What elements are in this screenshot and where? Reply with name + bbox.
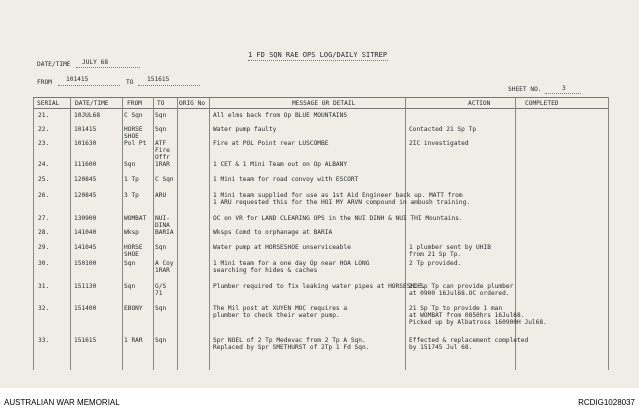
row-message-line: 1 Mini team for road convoy with ESCORT [213, 176, 359, 183]
row-action-line: at WOMBAT from 0850hrs 16Jul68. [409, 312, 525, 319]
row-datetime: 10JUL68 [74, 112, 101, 119]
row-serial: 30. [38, 260, 50, 267]
log-title: 1 FD SQN RAE OPS LOG/DAILY SITREP [248, 51, 388, 59]
row-message-line: searching for hides & caches [213, 267, 318, 274]
row-action-line: 1 plumber sent by UHIB [409, 244, 491, 251]
footer-record-id: RCDIG1028037 [578, 398, 635, 407]
row-serial: 33. [38, 337, 50, 344]
table-column-rule [515, 97, 516, 370]
row-action-line: Picked up by Albatross 160900H Jul68. [409, 319, 547, 326]
title-underline [248, 60, 388, 61]
row-action-line: by 151745 Jul 68. [409, 344, 473, 351]
row-serial: 24. [38, 161, 50, 168]
row-action-line: 21 Sp Tp to provide 1 man [409, 305, 503, 312]
row-datetime: 111600 [74, 161, 97, 168]
row-message-line: Water pump at HORSESHOE unserviceable [213, 244, 351, 251]
row-datetime: 150100 [74, 260, 97, 267]
row-from: Sqn [124, 260, 136, 267]
row-message-line: 1 Mini team supplied for use as 1st Aid Engineer back up. MATT from [213, 192, 463, 199]
row-to: Sqn [155, 305, 167, 312]
row-to: Sqn [155, 126, 167, 133]
row-to: ATF Fire Offr 1RAR [155, 140, 170, 168]
row-serial: 32. [38, 305, 50, 312]
row-to: G/S 71 [155, 283, 167, 297]
row-to: Sqn [155, 337, 167, 344]
row-from: HORSE SHOE [124, 126, 143, 140]
row-to: A Coy 1RAR [155, 260, 174, 274]
table-column-rule [209, 97, 210, 370]
sheet-dotted-line [545, 93, 581, 94]
row-serial: 23. [38, 140, 50, 147]
row-to: ARU [155, 192, 167, 199]
row-to: Sqn [155, 244, 167, 251]
row-message-line: 1 CET & 1 Mini Team out on Op ALBANY [213, 161, 348, 168]
col-header-to: TO [157, 100, 165, 107]
row-serial: 28. [38, 229, 50, 236]
row-action-line: 2 Tp provided. [409, 260, 462, 267]
table-column-rule [122, 97, 123, 370]
row-action-line: 2IC investigated [409, 140, 469, 147]
table-column-rule [33, 97, 34, 370]
row-message-line: OC on VR for LAND CLEARING OPS in the NUI DINH & NUI THI Mountains. [213, 215, 463, 222]
row-datetime: 141045 [74, 244, 97, 251]
table-column-rule [153, 97, 154, 370]
row-to: NUI-DINA [155, 215, 170, 229]
row-datetime: 101415 [74, 126, 97, 133]
date-dotted-line [76, 67, 140, 68]
row-message-line: 1 ARU requested this for the HOI MY ARVN compound in ambush training. [213, 199, 471, 206]
footer-source: AUSTRALIAN WAR MEMORIAL [4, 398, 120, 407]
to-dotted-line [138, 85, 200, 86]
row-datetime: 141040 [74, 229, 97, 236]
col-header-from: FROM [127, 100, 142, 107]
row-from: 1 RAR [124, 337, 143, 344]
row-serial: 31. [38, 283, 50, 290]
from-dotted-line [58, 85, 120, 86]
row-action-line: at 0900 16Jul68.OC ordered. [409, 290, 510, 297]
row-message-line: 1 Mini team for a one day Op near HOA LONG [213, 260, 370, 267]
date-label: DATE/TIME [37, 61, 71, 68]
row-action-line: from 21 Sp Tp. [409, 251, 462, 258]
col-header-action: ACTION [468, 100, 491, 107]
table-top-rule [33, 97, 608, 98]
col-header-datetime: DATE/TIME [75, 100, 109, 107]
row-from: Sqn [124, 283, 136, 290]
row-serial: 29. [38, 244, 50, 251]
row-message-line: Replaced by Spr SMETHURST of 2Tp 1 Fd Sqn. [213, 344, 370, 351]
row-serial: 27. [38, 215, 50, 222]
table-column-rule [177, 97, 178, 370]
row-serial: 21. [38, 112, 50, 119]
sheet-label: SHEET NO. [508, 86, 542, 93]
row-from: WOMBAT [124, 215, 147, 222]
row-message-line: The Mil post at XUYEN MOC requires a [213, 305, 348, 312]
row-action-line: Effected & replacement completed [409, 337, 529, 344]
row-serial: 25. [38, 176, 50, 183]
row-serial: 26. [38, 192, 50, 199]
table-column-rule [405, 97, 406, 370]
row-datetime: 120845 [74, 192, 97, 199]
col-header-serial: SERIAL [37, 100, 60, 107]
table-column-rule [70, 97, 71, 370]
to-value: 151615 [147, 76, 170, 83]
sheet-value: 3 [562, 85, 566, 92]
row-from: C Sqn [124, 112, 143, 119]
date-value: JULY 68 [82, 59, 109, 66]
row-from: 3 Tp [124, 192, 139, 199]
table-header-rule [33, 108, 608, 109]
row-datetime: 120845 [74, 176, 97, 183]
row-from: Pol Pt [124, 140, 147, 147]
row-datetime: 151615 [74, 337, 97, 344]
from-label: FROM [37, 79, 52, 86]
row-message-line: Water pump faulty [213, 126, 277, 133]
row-to: C Sqn [155, 176, 174, 183]
row-from: Wksp [124, 229, 139, 236]
from-value: 101415 [66, 76, 89, 83]
row-message-line: Fire at POL Point rear LUSCOMBE [213, 140, 329, 147]
row-message-line: All elms back from Op BLUE MOUNTAINS [213, 112, 348, 119]
row-action-line: Contacted 21 Sp Tp [409, 126, 477, 133]
row-serial: 22. [38, 126, 50, 133]
row-message-line: Plumber required to fix leaking water pipes at HORSESHOE. [213, 283, 426, 290]
row-from: EBONY [124, 305, 143, 312]
col-header-orig-no: ORIG No [179, 100, 206, 107]
row-message-line: Spr NOEL of 2 Tp Medevac from 2 Tp A Sqn. [213, 337, 366, 344]
row-message-line: Wksps Comd to orphanage at BARIA [213, 229, 333, 236]
row-datetime: 151130 [74, 283, 97, 290]
row-from: HORSE SHOE [124, 244, 143, 258]
row-action-line: 21 Sp Tp can provide plumber [409, 283, 514, 290]
row-to: Sqn [155, 112, 167, 119]
col-header-message: MESSAGE OR DETAIL [292, 100, 356, 107]
row-datetime: 101630 [74, 140, 97, 147]
row-from: 1 Tp [124, 176, 139, 183]
col-header-completed: COMPLETED [525, 100, 559, 107]
row-from: Sqn [124, 161, 136, 168]
to-label: TO [126, 79, 134, 86]
row-datetime: 151400 [74, 305, 97, 312]
row-message-line: plumber to check their water pump. [213, 312, 340, 319]
table-column-rule [608, 97, 609, 370]
row-datetime: 130900 [74, 215, 97, 222]
row-to: BARIA [155, 229, 174, 236]
